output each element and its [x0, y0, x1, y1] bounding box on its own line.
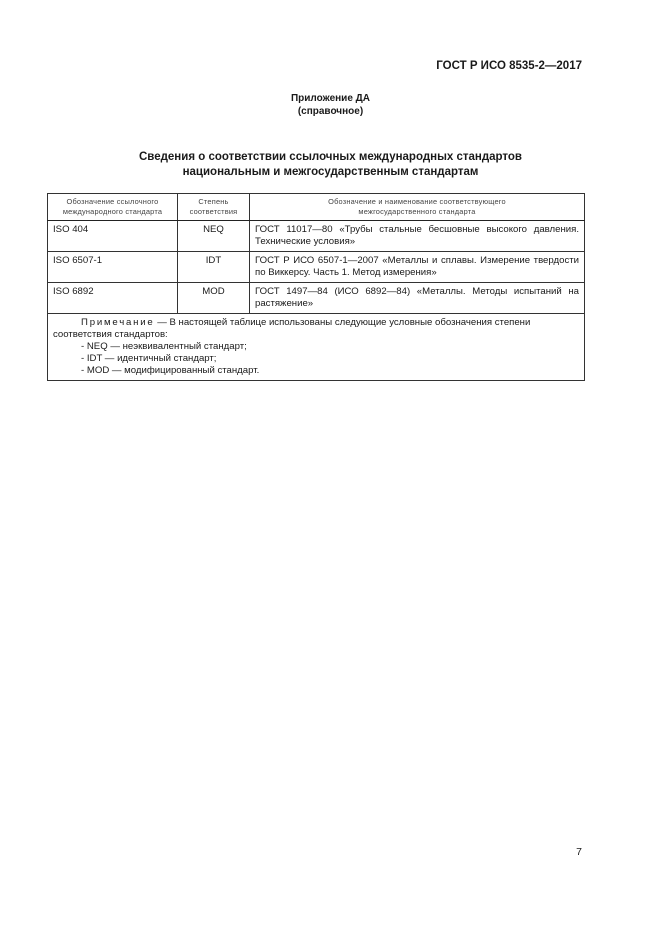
header-text: межгосударственного стандарта — [358, 207, 476, 216]
table-row — [48, 252, 585, 283]
note-text: — В настоящей таблице использованы следующие условные обозначения степени соответствия стандартов: — [53, 317, 531, 340]
header-national-standard — [250, 194, 585, 221]
header-degree — [178, 194, 250, 221]
section-title-line-1: Сведения о соответствии ссылочных международных стандартов — [138, 151, 522, 163]
appendix-title: Приложение ДА — [290, 93, 371, 104]
header-reference-standard — [48, 194, 178, 221]
table-row — [48, 221, 585, 252]
table-header-row — [48, 194, 585, 221]
table-row — [48, 283, 585, 314]
note-item: - MOD — модифицированный стандарт. — [81, 365, 260, 376]
cell-degree: NEQ — [178, 221, 250, 252]
appendix-subtitle: (справочное) — [297, 106, 364, 117]
cell-standard: ГОСТ Р ИСО 6507-1—2007 «Металлы и сплавы. Измерение твердости по Виккерсу. Часть 1. Метод измерения» — [250, 252, 585, 283]
header-text: соответствия — [189, 207, 238, 216]
section-title — [0, 150, 661, 180]
cell-reference: ISO 6507-1 — [48, 252, 178, 283]
header-text: Обозначение ссылочного — [66, 197, 159, 206]
header-text: международного стандарта — [62, 207, 163, 216]
note-intro — [53, 317, 579, 341]
table-note — [48, 314, 585, 381]
cell-standard: ГОСТ 11017—80 «Трубы стальные бесшовные высокого давления. Технические условия» — [250, 221, 585, 252]
correspondence-table — [47, 193, 585, 381]
page-number: 7 — [576, 846, 582, 858]
note-item: - IDT — идентичный стандарт; — [81, 353, 217, 364]
cell-degree: IDT — [178, 252, 250, 283]
appendix-heading — [0, 92, 661, 118]
header-text: Степень — [198, 197, 229, 206]
cell-reference: ISO 404 — [48, 221, 178, 252]
note-item: - NEQ — неэквивалентный стандарт; — [81, 341, 247, 352]
cell-standard: ГОСТ 1497—84 (ИСО 6892—84) «Металлы. Методы испытаний на растяжение» — [250, 283, 585, 314]
header-text: Обозначение и наименование соответствующего — [328, 197, 506, 206]
note-label: Примечание — [81, 317, 155, 328]
table-note-row — [48, 314, 585, 381]
section-title-line-2: национальным и межгосударственным стандартам — [182, 166, 479, 178]
document-code: ГОСТ Р ИСО 8535-2—2017 — [436, 60, 582, 72]
cell-reference: ISO 6892 — [48, 283, 178, 314]
cell-degree: MOD — [178, 283, 250, 314]
